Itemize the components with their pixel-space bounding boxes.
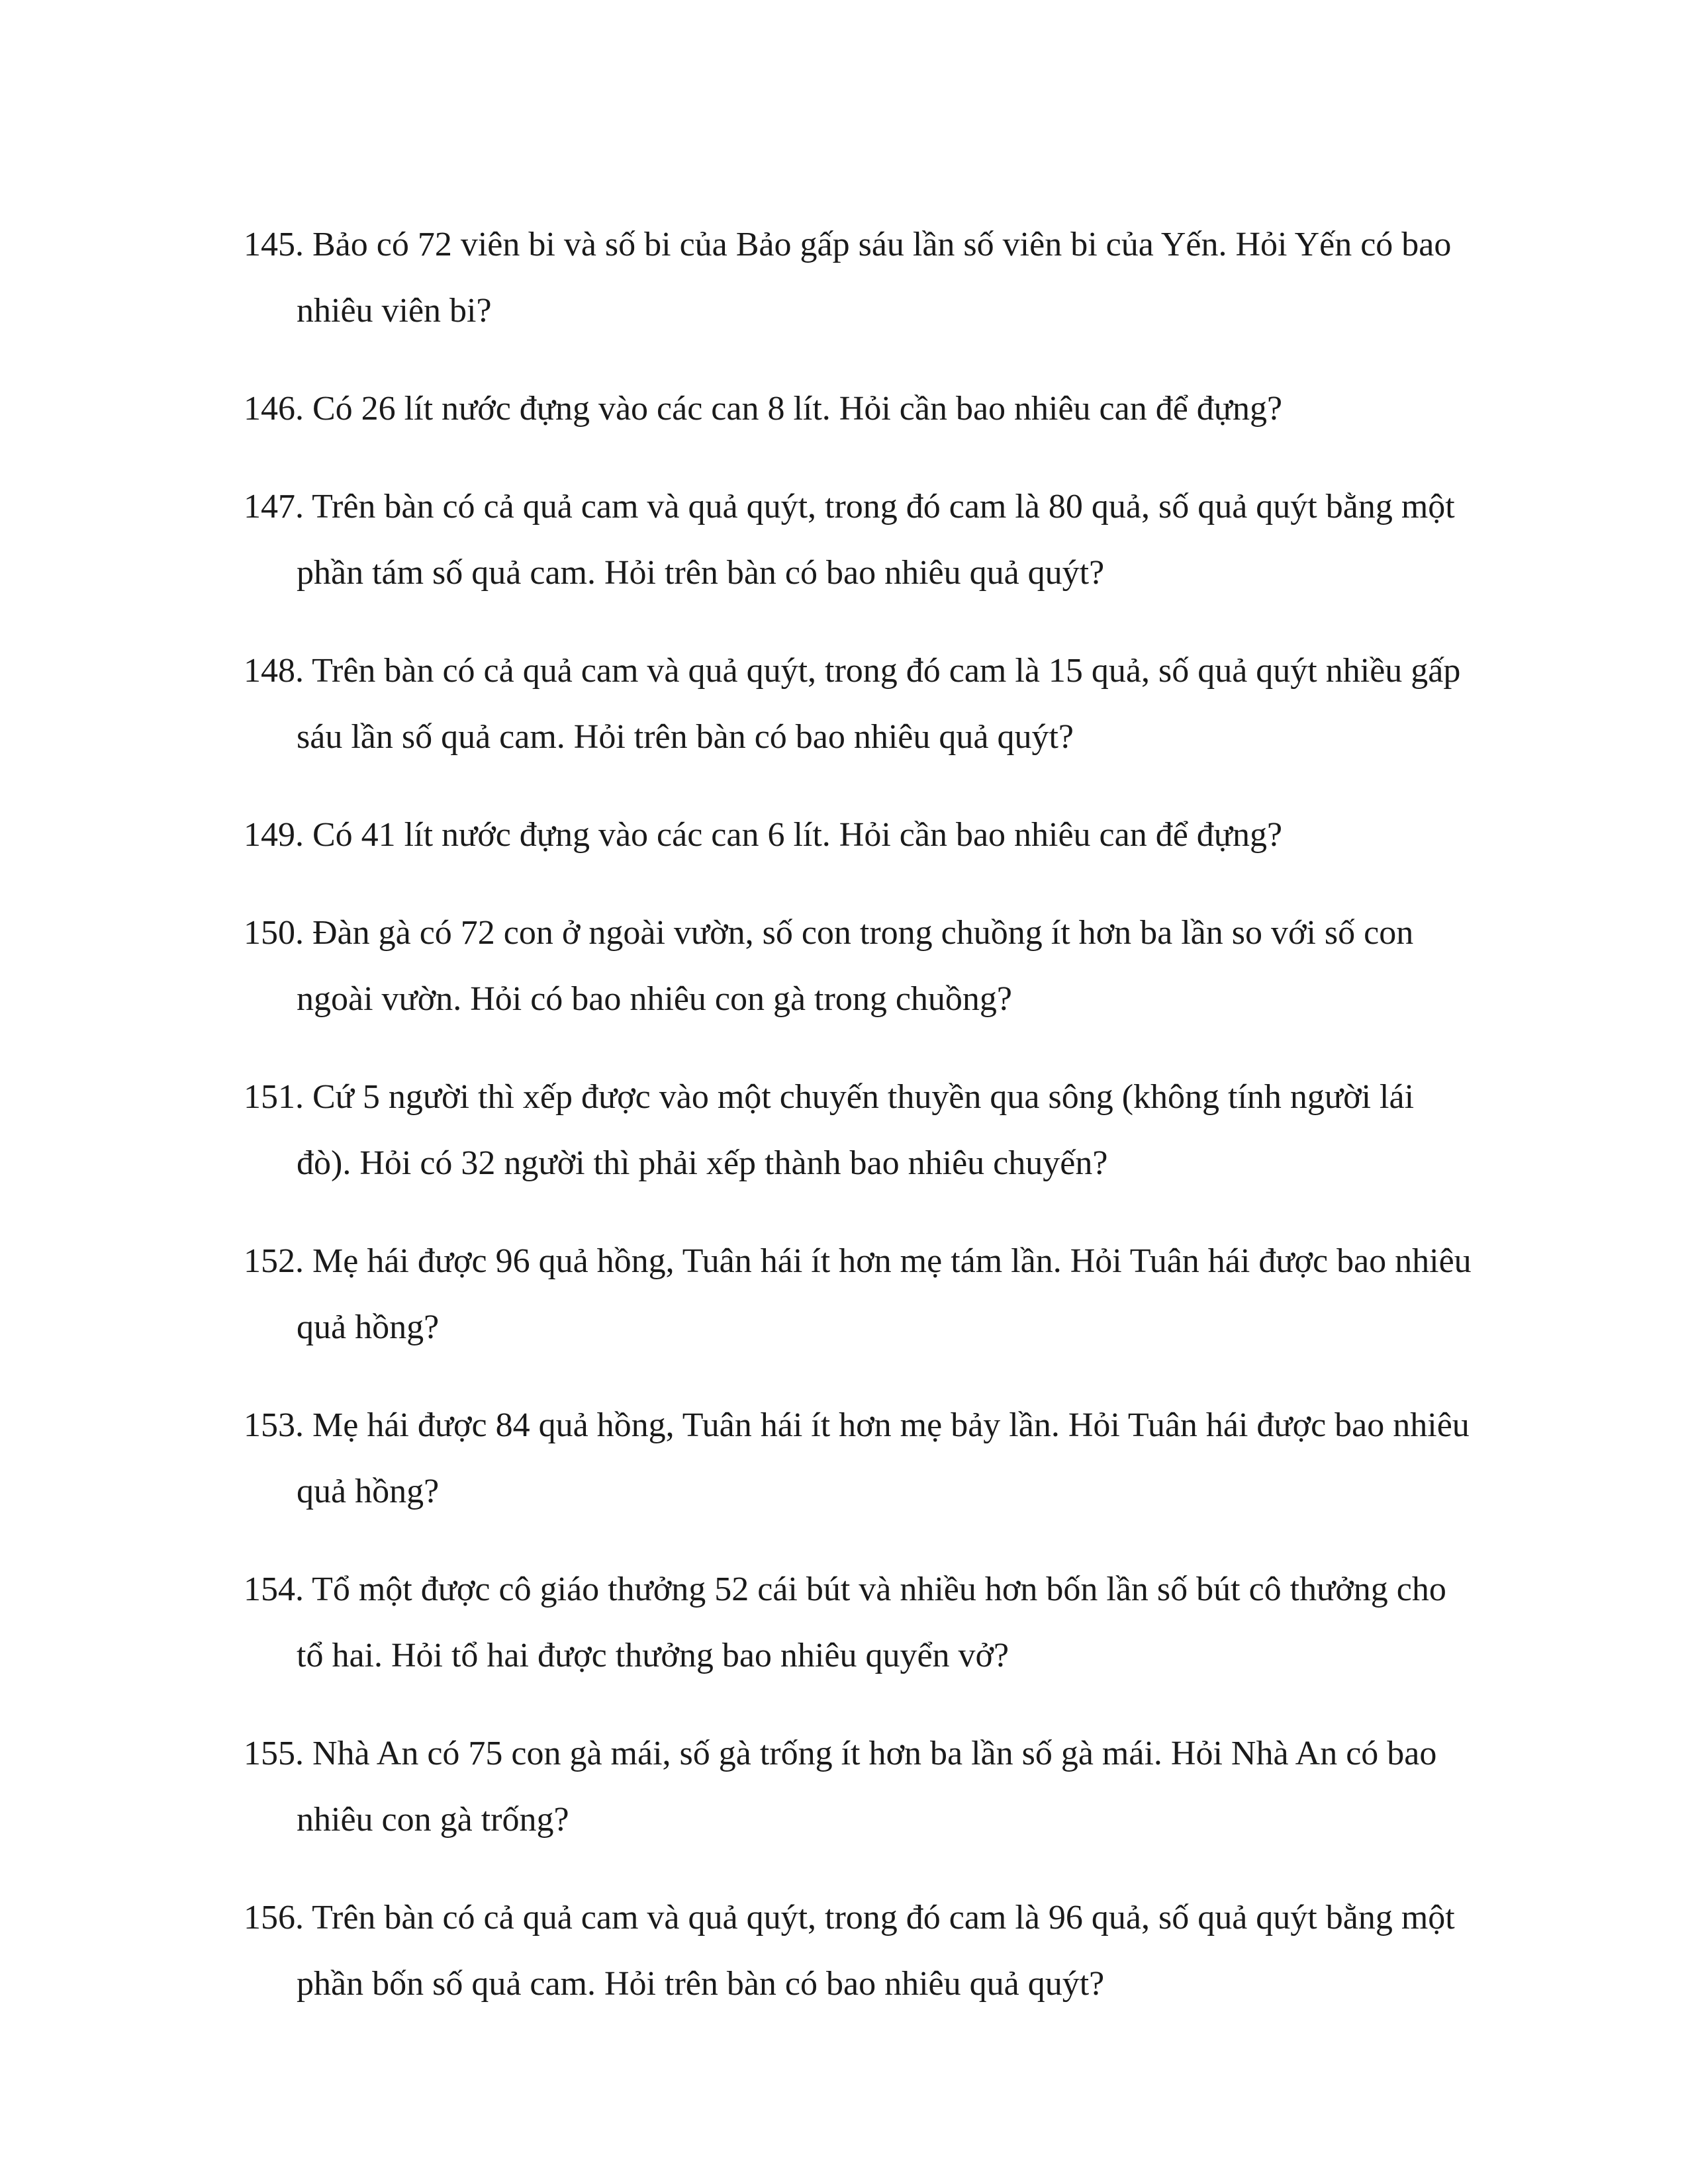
problem-number: 156.	[244, 1899, 304, 1936]
problem-number: 149.	[244, 816, 304, 854]
problem-text: Tổ một được cô giáo thưởng 52 cái bút và nhiều hơn bốn lần số bút cô thưởng cho tổ hai. Hỏi tổ hai được thưởng bao nhiêu quyển vở?	[297, 1570, 1446, 1674]
problem-number: 148.	[244, 652, 304, 690]
problem-text: Mẹ hái được 84 quả hồng, Tuân hái ít hơn mẹ bảy lần. Hỏi Tuân hái được bao nhiêu quả hồng?	[297, 1406, 1470, 1510]
problem-number: 147.	[244, 488, 304, 525]
problem-text: Có 26 lít nước đựng vào các can 8 lít. Hỏi cần bao nhiêu can để đựng?	[312, 390, 1283, 428]
problem-item	[244, 212, 1475, 344]
problem-number: 153.	[244, 1406, 304, 1444]
problem-item	[244, 1392, 1475, 1525]
problem-item	[244, 1885, 1475, 2017]
problem-number: 151.	[244, 1078, 304, 1116]
problem-item	[244, 474, 1475, 606]
problem-text: Trên bàn có cả quả cam và quả quýt, trong đó cam là 15 quả, số quả quýt nhiều gấp sáu lần số quả cam. Hỏi trên bàn có bao nhiêu quả quýt?	[297, 652, 1461, 756]
problem-number: 146.	[244, 390, 304, 428]
problem-text: Trên bàn có cả quả cam và quả quýt, trong đó cam là 80 quả, số quả quýt bằng một phần tám số quả cam. Hỏi trên bàn có bao nhiêu quả quýt?	[297, 488, 1455, 592]
problem-number: 145.	[244, 226, 304, 263]
problem-list	[244, 212, 1475, 2049]
problem-text: Mẹ hái được 96 quả hồng, Tuân hái ít hơn mẹ tám lần. Hỏi Tuân hái được bao nhiêu quả hồng?	[297, 1242, 1472, 1346]
problem-item	[244, 802, 1475, 868]
problem-text: Trên bàn có cả quả cam và quả quýt, trong đó cam là 96 quả, số quả quýt bằng một phần bốn số quả cam. Hỏi trên bàn có bao nhiêu quả quýt?	[297, 1899, 1455, 2003]
problem-text: Đàn gà có 72 con ở ngoài vườn, số con trong chuồng ít hơn ba lần so với số con ngoài vườn. Hỏi có bao nhiêu con gà trong chuồng?	[297, 914, 1414, 1018]
problem-text: Cứ 5 người thì xếp được vào một chuyến thuyền qua sông (không tính người lái đò). Hỏi có 32 người thì phải xếp thành bao nhiêu chuyến?	[297, 1078, 1415, 1182]
problem-number: 155.	[244, 1735, 304, 1772]
problem-item	[244, 638, 1475, 770]
problem-number: 150.	[244, 914, 304, 952]
problem-text: Nhà An có 75 con gà mái, số gà trống ít hơn ba lần số gà mái. Hỏi Nhà An có bao nhiêu con gà trống?	[297, 1735, 1437, 1839]
problem-text: Có 41 lít nước đựng vào các can 6 lít. Hỏi cần bao nhiêu can để đựng?	[312, 816, 1283, 854]
problem-item	[244, 1721, 1475, 1853]
problem-item	[244, 1064, 1475, 1197]
problem-item	[244, 1228, 1475, 1361]
problem-item	[244, 1557, 1475, 1689]
problem-number: 154.	[244, 1570, 304, 1608]
problem-text: Bảo có 72 viên bi và số bi của Bảo gấp sáu lần số viên bi của Yến. Hỏi Yến có bao nhiêu viên bi?	[297, 226, 1452, 330]
problem-number: 152.	[244, 1242, 304, 1280]
problem-item	[244, 900, 1475, 1032]
problem-item	[244, 376, 1475, 442]
